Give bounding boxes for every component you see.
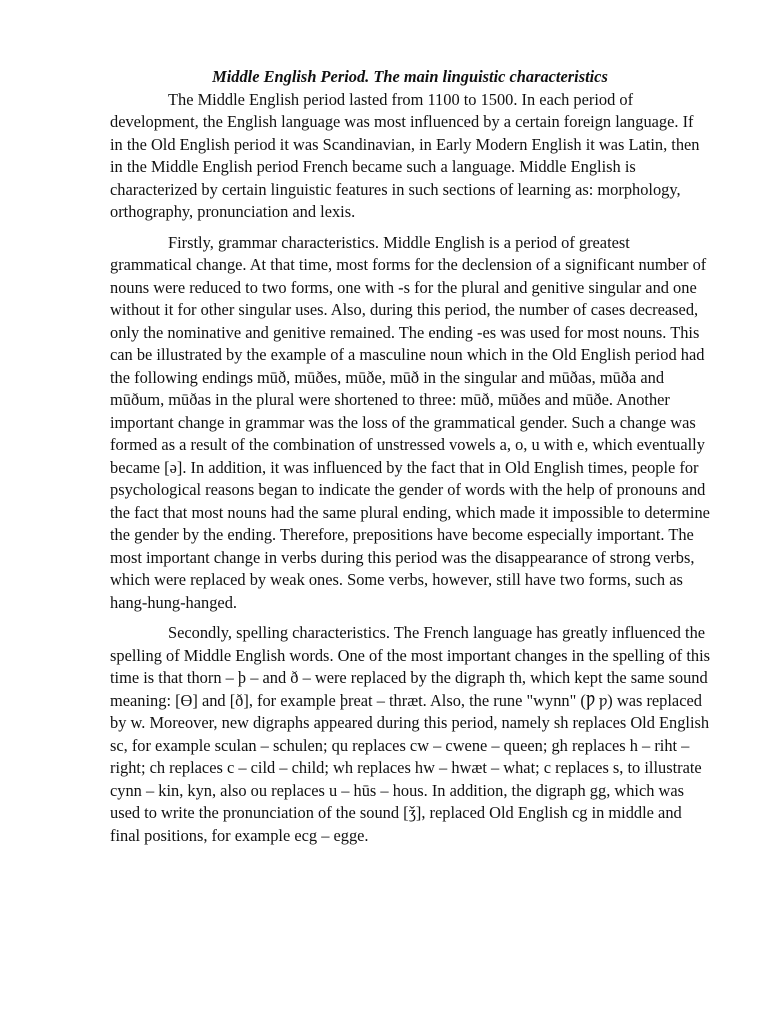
document-title: Middle English Period. The main linguistic characteristics	[212, 67, 608, 86]
paragraph-spelling: Secondly, spelling characteristics. The French language has greatly influenced the spelling of Middle English words. One of the most important changes in the spelling of this time is that thorn – þ – and ð – were replaced by the digraph th, which kept the same sound meaning: [Ө] and [ð], for example þreat – thræt. Also, the rune "wynn" (Ƿ ƿ) was replaced by w. Moreover, new digraphs appeared during this period, namely sh replaces Old English sc, for example sculan – schulen; qu replaces cw – cwene – queen; gh replaces h – riht – right; ch replaces c – cild – child; wh replaces hw – hwæt – what; c replaces s, to illustrate cynn – kin, kyn, also ou replaces u – hūs – hous. In addition, the digraph gg, which was used to write the pronunciation of the sound [ǯ], replaced Old English cg in middle and final positions, for example ecg – egge.	[110, 623, 711, 845]
paragraph-introduction: The Middle English period lasted from 1100 to 1500. In each period of development, the English language was most influenced by a certain foreign language. If in the Old English period it was Scandinavian, in Early Modern English it was Latin, then in the Middle English period French became such a language. Middle English is characterized by certain linguistic features in such sections of learning as: morphology, orthography, pronunciation and lexis.	[110, 89, 700, 221]
paragraph-grammar: Firstly, grammar characteristics. Middle English is a period of greatest grammatical change. At that time, most forms for the declension of a significant number of nouns were reduced to two forms, one with -s for the plural and genitive singular and one without it for other singular uses. Also, during this period, the number of cases decreased, only the nominative and genitive remained. The ending -es was used for most nouns. This can be illustrated by the example of a masculine noun which in the Old English period had the following endings mūð, mūðes, mūðe, mūð in the singular and mūðas, mūða and mūðum, mūðas in the plural were shortened to three: mūð, mūðes and mūðe. Another important change in grammar was the loss of the grammatical gender. Such a change was formed as a result of the combination of unstressed vowels a, o, u with e, which eventually became [ə]. In addition, it was influenced by the fact that in Old English times, people for psychological reasons began to indicate the gender of words with the help of pronouns and the fact that most nouns had the same plural ending, which made it impossible to determine the gender by the ending. Therefore, prepositions have become especially important. The most important change in verbs during this period was the disappearance of strong verbs, which were replaced by weak ones. Some verbs, however, still have two forms, such as hang-hung-hanged.	[110, 232, 710, 612]
document-body	[110, 66, 710, 855]
